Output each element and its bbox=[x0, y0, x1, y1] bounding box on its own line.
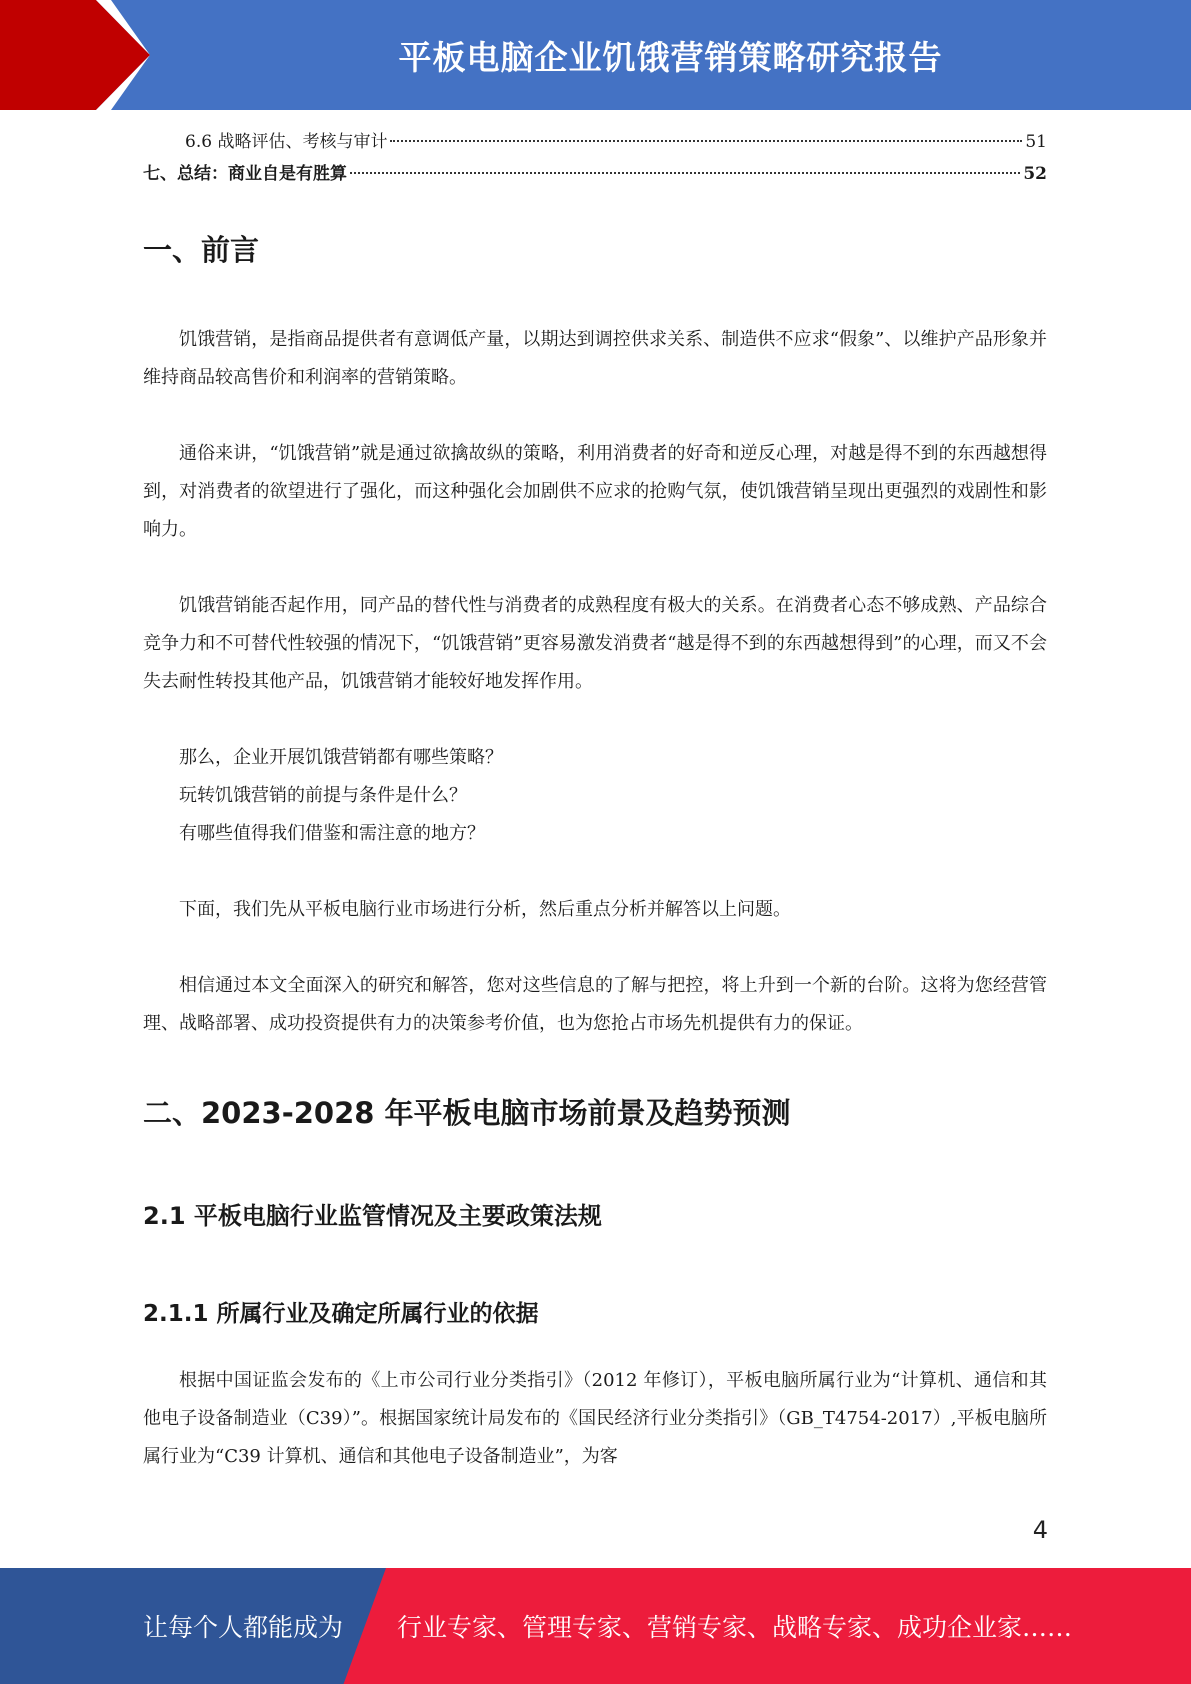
paragraph: 根据中国证监会发布的《上市公司行业分类指引》（2012 年修订），平板电脑所属行业为“计算机、通信和其他电子设备制造业（C39）”。根据国家统计局发布的《国民经济行业分类指引》（GB_T4754-2017）,平板电脑所属行业为“C39 计算机、通信和其他电子设备制造业”，为客 bbox=[143, 1370, 1047, 1467]
header-banner bbox=[0, 0, 1191, 110]
footer-slogan-right: 行业专家、管理专家、营销专家、战略专家、成功企业家…… bbox=[397, 1613, 1073, 1642]
question-item: 有哪些值得我们借鉴和需注意的地方？ bbox=[179, 823, 485, 844]
paragraph: 通俗来讲，“饥饿营销”就是通过欲擒故纵的策略，利用消费者的好奇和逆反心理，对越是得不到的东西越想得到，对消费者的欲望进行了强化，而这种强化会加剧供不应求的抢购气氛，使饥饿营销呈现出更强烈的戏剧性和影响力。 bbox=[143, 443, 1047, 540]
toc-entry-label: 6.6 战略评估、考核与审计 bbox=[185, 132, 388, 152]
paragraph: 饥饿营销能否起作用，同产品的替代性与消费者的成熟程度有极大的关系。在消费者心态不够成熟、产品综合竞争力和不可替代性较强的情况下，“饥饿营销”更容易激发消费者“越是得不到的东西越想得到”的心理，而又不会失去耐性转投其他产品，饥饿营销才能较好地发挥作用。 bbox=[143, 595, 1047, 692]
toc-entry[interactable] bbox=[143, 158, 1047, 190]
toc-entry-label: 七、总结：商业自是有胜算 bbox=[143, 164, 347, 184]
subsubsection-heading-industry: 2.1.1 所属行业及确定所属行业的依据 bbox=[143, 1301, 539, 1327]
page-number: 4 bbox=[1032, 1516, 1048, 1544]
toc-leader-dots bbox=[350, 172, 1020, 174]
toc-entry[interactable] bbox=[143, 126, 1047, 158]
subsection-heading-regulation: 2.1 平板电脑行业监管情况及主要政策法规 bbox=[143, 1202, 602, 1230]
section-heading-preface: 一、前言 bbox=[143, 233, 260, 267]
toc-entry-page: 51 bbox=[1025, 132, 1047, 152]
paragraph: 饥饿营销，是指商品提供者有意调低产量，以期达到调控供求关系、制造供不应求“假象”、以维护产品形象并维持商品较高售价和利润率的营销策略。 bbox=[143, 329, 1047, 388]
footer-banner bbox=[0, 1568, 1191, 1684]
footer-slogan-left: 让每个人都能成为 bbox=[143, 1613, 344, 1642]
section-heading-market-outlook: 二、2023-2028 年平板电脑市场前景及趋势预测 bbox=[143, 1096, 791, 1130]
question-item: 那么，企业开展饥饿营销都有哪些策略？ bbox=[179, 747, 503, 768]
question-item: 玩转饥饿营销的前提与条件是什么？ bbox=[179, 785, 467, 806]
toc-entry-page: 52 bbox=[1023, 164, 1047, 184]
question-list bbox=[143, 739, 1047, 853]
red-chevron-decoration bbox=[0, 0, 150, 110]
report-title: 平板电脑企业饥饿营销策略研究报告 bbox=[398, 37, 943, 77]
paragraph: 下面，我们先从平板电脑行业市场进行分析，然后重点分析并解答以上问题。 bbox=[179, 899, 791, 920]
toc-leader-dots bbox=[390, 140, 1022, 142]
paragraph: 相信通过本文全面深入的研究和解答，您对这些信息的了解与把控，将上升到一个新的台阶。这将为您经营管理、战略部署、成功投资提供有力的决策参考价值，也为您抢占市场先机提供有力的保证。 bbox=[143, 975, 1047, 1034]
page-content bbox=[143, 126, 1047, 1476]
